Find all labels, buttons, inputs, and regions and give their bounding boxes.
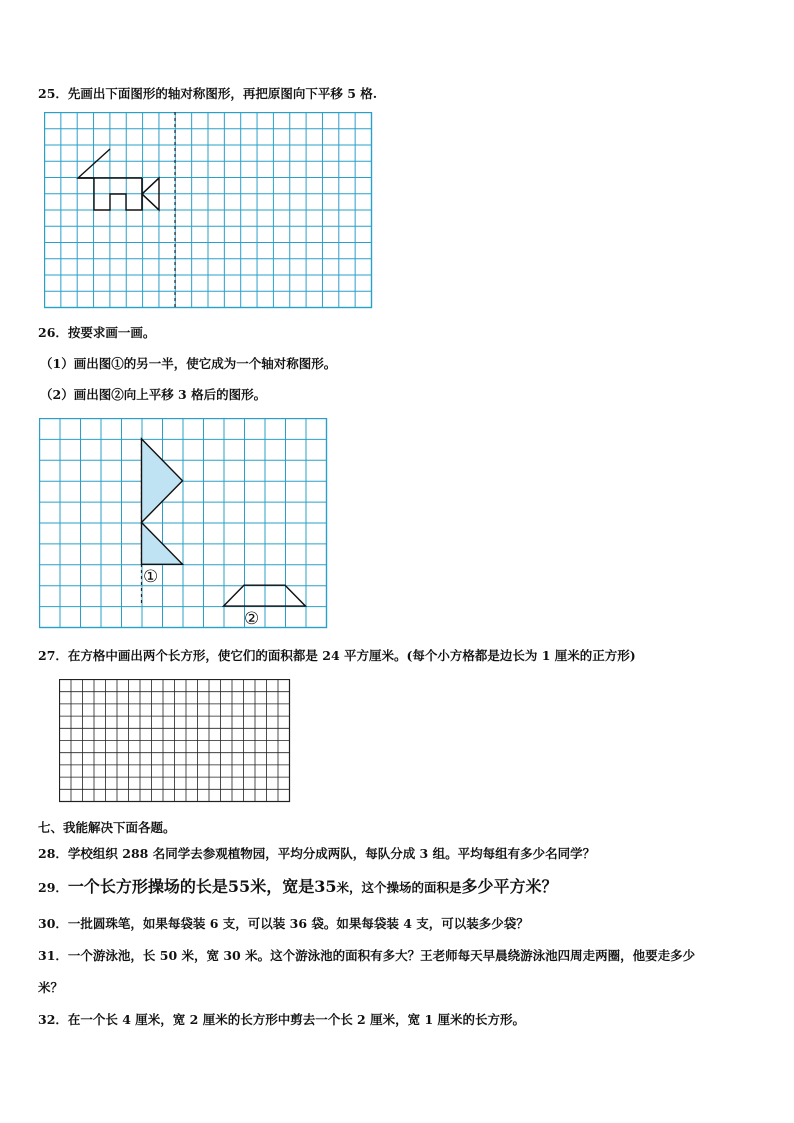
q29-width: 35 bbox=[314, 877, 337, 896]
q27-text: 27．在方格中画出两个长方形，使它们的面积都是 24 平方厘米。(每个小方格都是边长为 1 厘米的正方形) bbox=[38, 648, 636, 663]
q25-text: 25．先画出下面图形的轴对称图形，再把原图向下平移 5 格. bbox=[38, 86, 378, 101]
q28-text: 28．学校组织 288 名同学去参观植物园，平均分成两队，每队分成 3 组。平均每组有多少名同学？ bbox=[38, 846, 596, 861]
q26-grid[interactable] bbox=[39, 418, 329, 630]
q29-length: 55 bbox=[227, 877, 251, 896]
q27-grid[interactable] bbox=[59, 679, 293, 805]
figure-2-label: ② bbox=[244, 609, 260, 629]
section7-title: 七、我能解决下面各题。 bbox=[38, 820, 176, 835]
q31-line1: 31．一个游泳池，长 50 米，宽 30 米。这个游泳池的面积有多大？王老师每天早晨绕游泳池四周走两圈，他要走多少 bbox=[38, 948, 696, 963]
q26-title: 26．按要求画一画。 bbox=[38, 325, 156, 340]
q29-part3: 米，这个操场的面积是 bbox=[336, 880, 462, 895]
q30-text: 30．一批圆珠笔，如果每袋装 6 支，可以装 36 袋。如果每袋装 4 支，可以装多少袋？ bbox=[38, 916, 529, 931]
figure-1-label: ① bbox=[143, 567, 159, 587]
q32-text: 32．在一个长 4 厘米，宽 2 厘米的长方形中剪去一个长 2 厘米，宽 1 厘米的长方形。 bbox=[38, 1012, 526, 1027]
q25-grid[interactable] bbox=[44, 112, 374, 310]
q29-text bbox=[38, 874, 558, 897]
q29-part1: 一个长方形操场的长是 bbox=[67, 877, 228, 896]
q26-part2: （2）画出图②向上平移 3 格后的图形。 bbox=[40, 387, 267, 402]
q29-part4: 多少平方米？ bbox=[461, 877, 558, 896]
q26-part1: （1）画出图①的另一半，使它成为一个轴对称图形。 bbox=[40, 356, 337, 371]
q29-num: 29． bbox=[38, 880, 68, 895]
q29-part2: 米，宽是 bbox=[250, 877, 315, 896]
dog-shape bbox=[78, 149, 159, 210]
q31-line2: 米？ bbox=[38, 980, 64, 995]
